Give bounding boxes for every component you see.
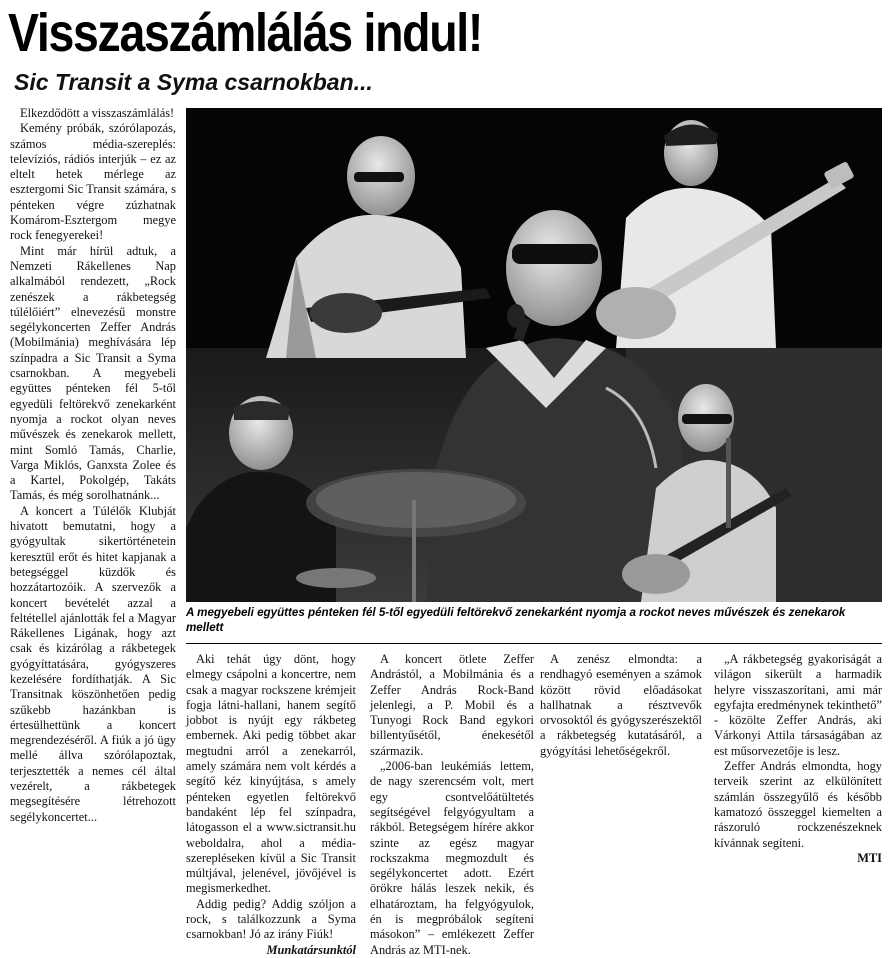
band-photo-collage [186,108,882,602]
body-column-1 [186,652,356,958]
credit: MTI [857,850,882,865]
col3-paragraph-1: A zenész elmondta: a rendhagyó eseményen a számok között rövid előadásokat hallhatnak a résztvevők orvosoktól és gyógyszerészektől a rákbetegség kutatásáról, a gyógyítási lehetőségekről. [540,652,702,758]
byline: Munkatársunktól [266,942,356,957]
body-column-2 [370,652,534,958]
left-column [10,106,176,825]
col1-paragraph-2: Addig pedig? Addig szóljon a rock, s találkozzunk a Syma csarnokban! Jó az irány Fiúk! [186,896,356,942]
body-column-3 [540,652,702,759]
body-column-4 [714,652,882,866]
col4-paragraph-1: „A rákbetegség gyakoriságát a világon sikerült a harmadik helyre visszaszorítani, ami már egyfajta eredménynek tekinthető” - közölte Zeffer András, aki Várkonyi Attila társaságában az est műsorvezetője is lesz. [714,652,882,758]
col1-paragraph-1: Aki tehát úgy dönt, hogy elmegy csápolni a koncertre, nem csak a magyar rockszene krémjeit fogja látni-hallani, hanem segítő jobbot is nyújt egy rákbeteg embernek. Aki pedig többet akar megtudni arról a zenekarról, amely számára nem volt kérdés a segítő kéz kinyújtása, s amely pénteken egyetlen feltörekvő bandaként lép fel színpadra, látogasson el a www.sictransit.hu weboldalra, ahol a média-szerepléseken kívül a Sic Transit múltjával, jelenével, jövőjével is megismerkedhet. [186,652,356,896]
caption-divider [186,643,882,644]
left-paragraph-4: A koncert a Túlélők Klubját hivatott bemutatni, hogy a gyógyultak sikertörténetein keresztül erőt és hitet kapjanak a betegséggel küzdők és hozzátartozóik. A szervezők a koncert bevételét azzal a feltétellel ajánlották fel a Magyar Rákellenes Ligának, hogy azt csak és kizárólag a rákbetegek gyógyíttatására, gyógyszeres kezelésére fordíthatják. A Sic Transitnak köszönhetően pedig szűkebb hazánkban is értesülhettünk a koncert megrendezéséről. A fiúk a jó ügy mellé állva szórólapoztak, terjesztették a nemes cél által vezérelt, a rákbetegek megsegítésére létrehozott segélykoncertet... [10,503,176,824]
col4-paragraph-2: Zeffer András elmondta, hogy terveik szerint az elkülönített számlán összegyűlő és később kamatozó összeggel kiemelten a rászoruló rockzenészeknek kívánnak segíteni. [714,759,882,850]
subheadline: Sic Transit a Syma csarnokban... [14,69,373,95]
left-paragraph-3: Mint már hírül adtuk, a Nemzeti Rákellenes Nap alkalmából rendezett, „Rock zenészek a rákbetegség túlélőiért” elnevezésű monstre segélykoncerten Zeffer András (Mobilmánia) meghívására lép színpadra a Sic Transit a Syma csarnokban. A megyebeli együttes pénteken fél 5-től egyedüli feltörekvő zenekarként nyomja a rockot olyan neves művészek és zenekarok mellett, mint Somló Tamás, Charlie, Varga Miklós, Ganxsta Zolee és a Kartel, Pokolgép, Takáts Tamás, és még sorolhatnánk... [10,243,176,503]
col2-paragraph-1: A koncert ötlete Zeffer Andrástól, a Mobilmánia és a Zeffer András Rock-Band jelenlegi, a P. Mobil és a Tunyogi Rock Band egykori billentyűsétől, énekesétől származik. [370,652,534,758]
photo-caption: A megyebeli együttes pénteken fél 5-től egyedüli feltörekvő zenekarként nyomja a rockot neves művészek és zenekarok mellett [186,606,846,634]
left-paragraph-1: Elkezdődött a visszaszámlálás! [20,106,175,120]
col2-paragraph-2: „2006-ban leukémiás lettem, de nagy szerencsém volt, mert egy csontvelőátültetés segítségével felgyógyultam a rákból. Betegségem hírére akkor szinte az egész magyar rockszakma megmozdult és segélykoncertet adott. Ezért örökre hálás leszek nekik, és elhatároztam, ha felgyógyulok, én is megpróbálok segíteni másokon” – emlékezett Zeffer András az MTI-nek. [370,759,534,957]
band-photo [186,108,882,602]
headline: Visszaszámlálás indul! [8,3,483,63]
left-paragraph-2: Kemény próbák, szórólapozás, számos média-szereplés: televíziós, rádiós interjúk – ez az eltelt hetek mérlege az esztergomi Sic Transit számára, s pénteken végre zúzhatnak Komárom-Esztergom megye rock fenegyerekei! [10,121,176,243]
